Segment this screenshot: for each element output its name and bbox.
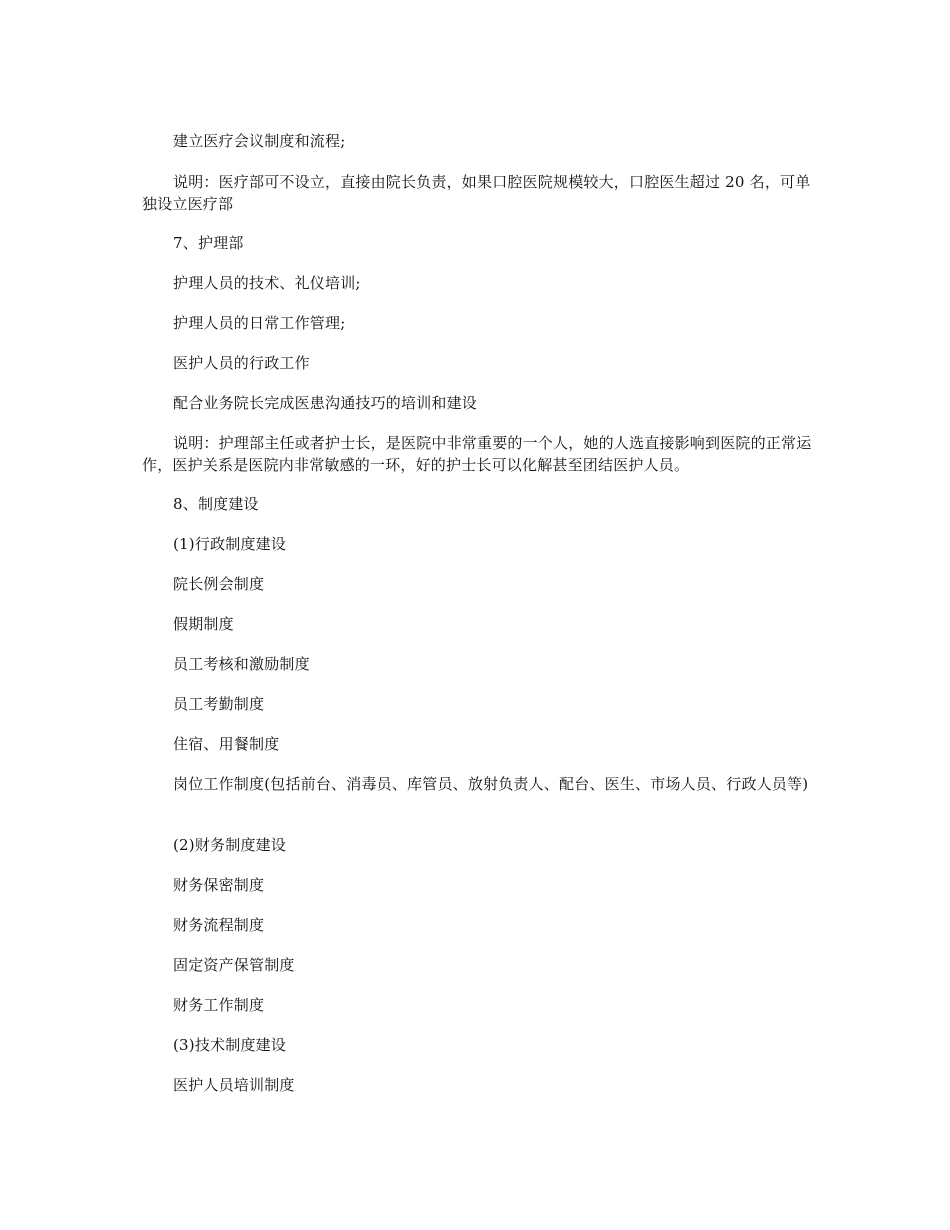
list-item-finance-work: 财务工作制度 xyxy=(173,996,265,1014)
list-item-director-meeting: 院长例会制度 xyxy=(173,575,265,593)
paragraph-nursing-dept-note: 说明：护理部主任或者护士长，是医院中非常重要的一个人，她的人选直接影响到医院的正常运作，医护关系是医院内非常敏感的一环，好的护士长可以化解甚至团结医护人员。 xyxy=(142,434,812,474)
list-item-lodging-meals: 住宿、用餐制度 xyxy=(173,735,280,753)
paragraph-medical-dept-note: 说明：医疗部可不设立，直接由院长负责，如果口腔医院规模较大，口腔医生超过 20 名，可单独设立医疗部 xyxy=(142,173,811,213)
paragraph-communication-training: 配合业务院长完成医患沟通技巧的培训和建设 xyxy=(173,394,478,412)
list-item-finance-confidentiality: 财务保密制度 xyxy=(173,876,265,894)
paragraph-nursing-training: 护理人员的技术、礼仪培训; xyxy=(173,274,361,292)
paragraph-medical-staff-admin: 医护人员的行政工作 xyxy=(173,354,310,372)
list-item-post-work-system: 岗位工作制度(包括前台、消毒员、库管员、放射负责人、配台、医生、市场人员、行政人员等) xyxy=(173,775,809,793)
subheading-admin-system: (1)行政制度建设 xyxy=(173,535,287,553)
subheading-finance-system: (2)财务制度建设 xyxy=(173,836,287,854)
list-item-fixed-assets: 固定资产保管制度 xyxy=(173,956,295,974)
list-item-holiday-system: 假期制度 xyxy=(173,615,234,633)
paragraph-nursing-daily-management: 护理人员的日常工作管理; xyxy=(173,314,346,332)
paragraph-meeting-system: 建立医疗会议制度和流程; xyxy=(173,132,346,150)
heading-system-building: 8、制度建设 xyxy=(173,495,259,513)
subheading-technical-system: (3)技术制度建设 xyxy=(173,1036,287,1054)
list-item-staff-assessment: 员工考核和激励制度 xyxy=(173,655,310,673)
list-item-finance-process: 财务流程制度 xyxy=(173,916,265,934)
list-item-staff-attendance: 员工考勤制度 xyxy=(173,695,265,713)
list-item-staff-training: 医护人员培训制度 xyxy=(173,1076,295,1094)
heading-nursing-dept: 7、护理部 xyxy=(173,234,244,252)
